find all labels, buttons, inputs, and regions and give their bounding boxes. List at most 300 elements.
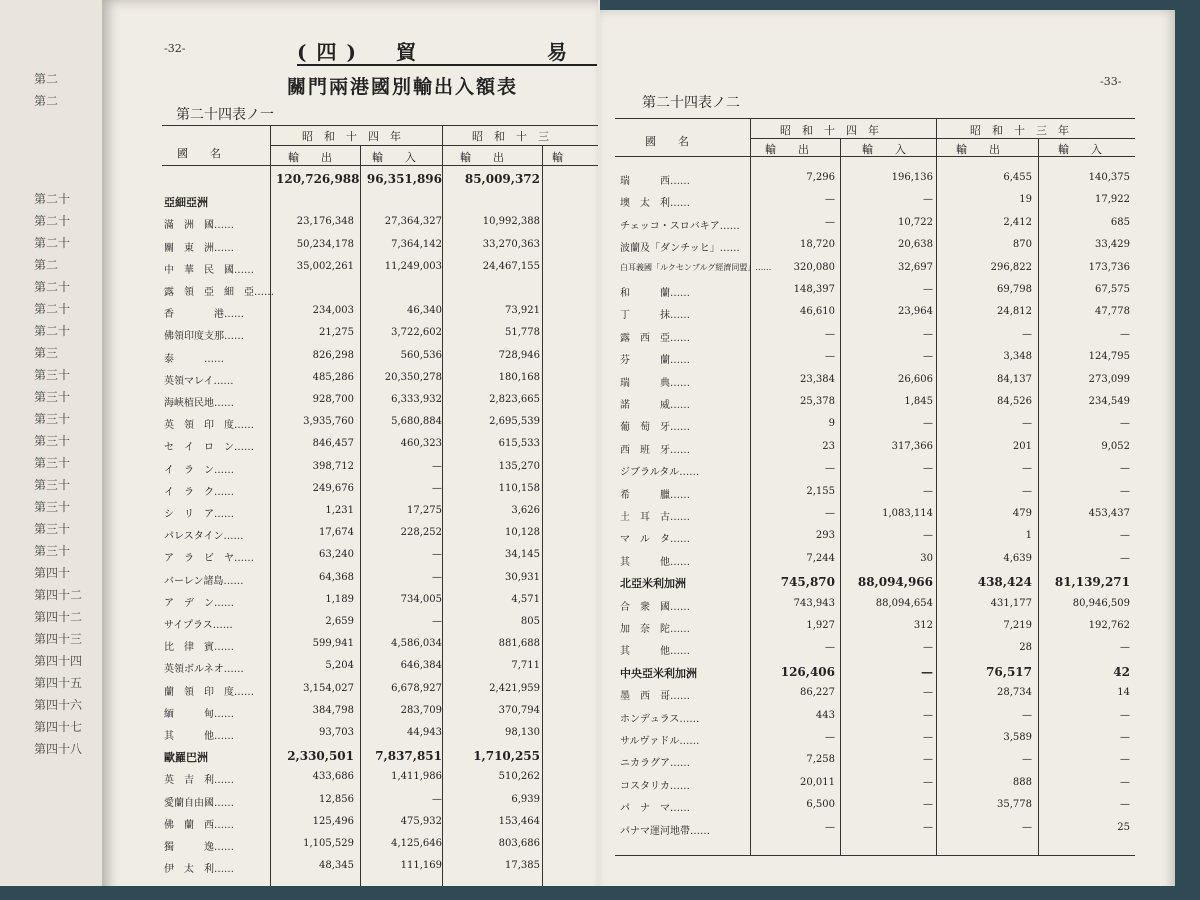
- underlying-row-label: 第三十: [34, 456, 71, 470]
- country-name: 英 領 印 度……: [164, 420, 254, 431]
- import-1939-value: 646,384: [400, 660, 442, 671]
- export-1938-value: 24,812: [997, 306, 1032, 317]
- country-name: 滿 洲 國……: [164, 220, 234, 231]
- table-row: [102, 305, 598, 323]
- table-row: [102, 261, 598, 279]
- import-1938-value: —: [1120, 329, 1130, 340]
- country-name: マ ル タ……: [620, 534, 690, 545]
- table-subheader-rule-right: [750, 138, 1135, 139]
- table-group-row: [102, 194, 598, 212]
- table-row: [102, 838, 598, 856]
- table-title: 關門兩港國別輸出入額表: [287, 76, 519, 98]
- underlying-row-label: 第四十七: [34, 720, 83, 734]
- country-name: 露 西 亞……: [620, 333, 690, 344]
- table-group-row: [102, 172, 598, 190]
- export-1938-value: 2,421,959: [489, 683, 540, 694]
- underlying-row-label: 第四十六: [34, 698, 83, 712]
- country-name: サルヴァドル……: [620, 736, 700, 747]
- export-1938-value: 135,270: [498, 461, 540, 472]
- underlying-row-label: 第四十八: [34, 742, 83, 756]
- import-1939-value: —: [921, 665, 933, 679]
- export-1938-value: 76,517: [986, 665, 1032, 679]
- underlying-row-label: 第四十二: [34, 610, 83, 624]
- export-1938-value: 84,526: [997, 396, 1032, 407]
- table-header-rule: [162, 165, 598, 166]
- right-page-number: -33-: [1100, 75, 1122, 88]
- country-name: チェッコ・スロバキア……: [620, 221, 740, 232]
- table-group-row: [102, 749, 598, 767]
- table-row: [102, 527, 598, 545]
- header-year-13: 昭 和 十 三: [472, 130, 549, 143]
- underlying-row-label: 第三十: [34, 412, 71, 426]
- table-row: [102, 350, 598, 368]
- import-1939-value: 23,964: [898, 306, 933, 317]
- export-1939-value: 7,258: [806, 754, 835, 765]
- import-1939-value: 312: [913, 620, 933, 631]
- export-1939-value: 234,003: [312, 305, 354, 316]
- table-row: [600, 172, 1175, 190]
- underlying-row-label: 第二十: [34, 236, 71, 250]
- import-1939-value: 3,722,602: [391, 327, 442, 338]
- import-1939-value: 20,350,278: [384, 372, 442, 383]
- export-1939-value: —: [825, 508, 835, 519]
- export-1939-value: 293: [815, 530, 835, 541]
- import-1938-value: 14: [1117, 687, 1130, 698]
- export-1938-value: 19: [1019, 194, 1032, 205]
- export-1938-value: 803,686: [498, 838, 540, 849]
- import-1939-value: 10,722: [898, 217, 933, 228]
- country-name: ジブラルタル……: [620, 467, 700, 478]
- export-1939-value: 320,080: [793, 262, 835, 273]
- table-row: [600, 530, 1175, 548]
- import-1939-value: 96,351,896: [366, 172, 442, 186]
- export-1938-value: 870: [1012, 239, 1032, 250]
- export-1938-value: 73,921: [505, 305, 540, 316]
- country-name: 愛蘭自由國……: [164, 798, 234, 809]
- export-1939-value: 2,659: [325, 616, 354, 627]
- table-row: [600, 598, 1175, 616]
- import-1939-value: —: [432, 794, 442, 805]
- import-1939-value: —: [923, 351, 933, 362]
- table-row: [600, 642, 1175, 660]
- section-title-prefix: (四) 貿: [297, 40, 426, 64]
- country-name: 丁 抹……: [620, 310, 690, 321]
- import-1938-value: 33,429: [1095, 239, 1130, 250]
- import-1938-value: —: [1120, 799, 1130, 810]
- export-1939-value: 384,798: [312, 705, 354, 716]
- export-1939-value: 17,674: [319, 527, 354, 538]
- import-1939-value: 4,586,034: [391, 638, 442, 649]
- import-1939-value: 460,323: [400, 438, 442, 449]
- table-bottom-rule-right: [615, 855, 1135, 856]
- table-row: [600, 508, 1175, 526]
- country-name: 蘭 領 印 度……: [164, 687, 254, 698]
- table-id-left: 第二十四表ノ一: [176, 107, 274, 123]
- export-1938-value: 7,711: [511, 660, 540, 671]
- import-1939-value: —: [923, 710, 933, 721]
- export-1938-value: 7,219: [1003, 620, 1032, 631]
- import-1939-value: 32,697: [898, 262, 933, 273]
- import-1939-value: —: [923, 754, 933, 765]
- table-row: [102, 461, 598, 479]
- header-import-14-right: 輸 入: [862, 143, 906, 156]
- country-name: 合 衆 國……: [620, 602, 690, 613]
- table-row: [102, 549, 598, 567]
- import-1939-value: 475,932: [400, 816, 442, 827]
- table-row: [102, 771, 598, 789]
- export-1939-value: 826,298: [312, 350, 354, 361]
- import-1939-value: 30: [920, 553, 933, 564]
- table-row: [600, 329, 1175, 347]
- import-1938-value: —: [1120, 418, 1130, 429]
- import-1939-value: 4,125,646: [391, 838, 442, 849]
- table-row: [102, 438, 598, 456]
- import-1938-value: 685: [1110, 217, 1130, 228]
- import-1938-value: 9,052: [1101, 441, 1130, 452]
- import-1939-value: —: [923, 530, 933, 541]
- export-1939-value: 46,610: [800, 306, 835, 317]
- header-country: 國 名: [177, 147, 221, 160]
- import-1939-value: 7,837,851: [375, 749, 442, 763]
- header-export-14: 輸 出: [288, 151, 332, 164]
- export-1939-value: 25,378: [800, 396, 835, 407]
- left-page-number: -32-: [164, 42, 186, 55]
- import-1939-value: 6,333,932: [391, 394, 442, 405]
- table-row: [102, 216, 598, 234]
- export-1939-value: 3,935,760: [303, 416, 354, 427]
- country-name: 英領マレイ……: [164, 376, 234, 387]
- export-1939-value: 18,720: [800, 239, 835, 250]
- table-row: [102, 239, 598, 257]
- import-1938-value: 17,922: [1095, 194, 1130, 205]
- import-1938-value: 25: [1117, 822, 1130, 833]
- country-name: 墨 西 哥……: [620, 691, 690, 702]
- export-1939-value: —: [825, 351, 835, 362]
- country-name: ア デ ン……: [164, 598, 234, 609]
- country-name: 亞細亞洲: [164, 196, 208, 209]
- import-1939-value: 111,169: [400, 860, 442, 871]
- export-1939-value: 93,703: [319, 727, 354, 738]
- import-1938-value: —: [1120, 486, 1130, 497]
- export-1938-value: 34,145: [505, 549, 540, 560]
- export-1938-value: 85,009,372: [464, 172, 540, 186]
- import-1938-value: 173,736: [1088, 262, 1130, 273]
- import-1938-value: 80,946,509: [1072, 598, 1130, 609]
- import-1939-value: 20,638: [898, 239, 933, 250]
- export-1939-value: 23,384: [800, 374, 835, 385]
- export-1938-value: 51,778: [505, 327, 540, 338]
- country-name: パナマ運河地帶……: [620, 826, 710, 837]
- import-1939-value: —: [923, 486, 933, 497]
- export-1939-value: 3,154,027: [303, 683, 354, 694]
- import-1938-value: —: [1120, 710, 1130, 721]
- export-1939-value: 148,397: [793, 284, 835, 295]
- table-row: [600, 620, 1175, 638]
- export-1938-value: 4,639: [1003, 553, 1032, 564]
- underlying-row-label: 第二: [34, 94, 59, 108]
- country-name: 土 耳 古……: [620, 512, 690, 523]
- import-1938-value: 81,139,271: [1054, 575, 1130, 589]
- country-name: パレスタイン……: [164, 531, 244, 542]
- import-1938-value: —: [1120, 732, 1130, 743]
- import-1939-value: 88,094,654: [875, 598, 933, 609]
- underlying-row-label: 第四十: [34, 566, 71, 580]
- import-1938-value: —: [1120, 777, 1130, 788]
- country-name: パ ナ マ……: [620, 803, 690, 814]
- export-1939-value: 1,231: [325, 505, 354, 516]
- country-name: 獨 逸……: [164, 842, 234, 853]
- export-1938-value: 180,168: [498, 372, 540, 383]
- export-1939-value: —: [825, 217, 835, 228]
- table-row: [102, 794, 598, 812]
- import-1939-value: 46,340: [407, 305, 442, 316]
- table-row: [600, 553, 1175, 571]
- export-1938-value: 370,794: [498, 705, 540, 716]
- underlying-row-label: 第二十: [34, 302, 71, 316]
- export-1938-value: 2,823,665: [489, 394, 540, 405]
- table-row: [102, 483, 598, 501]
- import-1938-value: 273,099: [1088, 374, 1130, 385]
- export-1938-value: 2,695,539: [489, 416, 540, 427]
- country-name: サイプラス……: [164, 620, 233, 631]
- table-row: [600, 351, 1175, 369]
- import-1939-value: —: [923, 284, 933, 295]
- export-1939-value: —: [825, 642, 835, 653]
- table-row: [600, 374, 1175, 392]
- import-1939-value: —: [923, 799, 933, 810]
- underlying-row-label: 第二十: [34, 214, 71, 228]
- country-name: イ ラ ン……: [164, 465, 234, 476]
- section-title: [297, 36, 597, 66]
- country-name: 香 港……: [164, 309, 244, 320]
- export-1938-value: —: [1022, 710, 1032, 721]
- export-1939-value: 249,676: [312, 483, 354, 494]
- table-row: [600, 687, 1175, 705]
- export-1939-value: 5,204: [325, 660, 354, 671]
- country-name: 緬 甸……: [164, 709, 234, 720]
- export-1938-value: —: [1022, 486, 1032, 497]
- country-name: 和 蘭……: [620, 288, 690, 299]
- country-name: 露 領 亞 細 亞……: [164, 287, 274, 298]
- country-name: 瑞 典……: [620, 378, 690, 389]
- import-1939-value: —: [432, 572, 442, 583]
- export-1939-value: 64,368: [319, 572, 354, 583]
- underlying-row-label: 第二十: [34, 192, 71, 206]
- table-row: [600, 194, 1175, 212]
- export-1938-value: 881,688: [498, 638, 540, 649]
- import-1938-value: 42: [1113, 665, 1130, 679]
- underlying-row-label: 第二十: [34, 280, 71, 294]
- export-1939-value: 125,496: [312, 816, 354, 827]
- country-name: バーレン諸島……: [164, 576, 244, 587]
- export-1939-value: 485,286: [312, 372, 354, 383]
- table-row: [600, 486, 1175, 504]
- export-1939-value: 20,011: [800, 777, 835, 788]
- table-row: [102, 816, 598, 834]
- underlying-row-label: 第三十: [34, 434, 71, 448]
- country-name: ホンデュラス……: [620, 714, 700, 725]
- export-1938-value: 69,798: [997, 284, 1032, 295]
- export-1939-value: 846,457: [312, 438, 354, 449]
- header-year-13-right: 昭 和 十 三 年: [970, 124, 1069, 137]
- underlying-row-label: 第三十: [34, 522, 71, 536]
- export-1939-value: 21,275: [319, 327, 354, 338]
- import-1938-value: 192,762: [1088, 620, 1130, 631]
- export-1939-value: 126,406: [780, 665, 835, 679]
- import-1939-value: 228,252: [400, 527, 442, 538]
- import-1939-value: —: [923, 418, 933, 429]
- table-top-rule: [162, 125, 598, 126]
- underlying-row-label: 第四十三: [34, 632, 83, 646]
- export-1938-value: 110,158: [498, 483, 540, 494]
- import-1939-value: 1,083,114: [882, 508, 933, 519]
- underlying-row-label: 第三十: [34, 544, 71, 558]
- country-name: 芬 蘭……: [620, 355, 690, 366]
- country-name: ニカラグア……: [620, 758, 690, 769]
- export-1938-value: 10,992,388: [482, 216, 540, 227]
- export-1939-value: 7,296: [806, 172, 835, 183]
- left-page: [102, 0, 598, 900]
- country-name: 泰 ……: [164, 354, 224, 365]
- underlying-row-label: 第四十四: [34, 654, 83, 668]
- country-name: 海峽植民地……: [164, 398, 234, 409]
- country-name: 葡 萄 牙……: [620, 422, 690, 433]
- country-name: ア ラ ビ ヤ……: [164, 553, 254, 564]
- table-row: [102, 594, 598, 612]
- underlying-row-label: 第四十五: [34, 676, 83, 690]
- import-1939-value: —: [923, 463, 933, 474]
- export-1939-value: —: [825, 329, 835, 340]
- table-row: [600, 710, 1175, 728]
- export-1938-value: 1,710,255: [473, 749, 540, 763]
- export-1939-value: —: [825, 194, 835, 205]
- export-1938-value: 84,137: [997, 374, 1032, 385]
- import-1938-value: 124,795: [1088, 351, 1130, 362]
- table-row: [600, 284, 1175, 302]
- export-1938-value: 6,455: [1003, 172, 1032, 183]
- table-row: [102, 638, 598, 656]
- export-1939-value: —: [825, 732, 835, 743]
- export-1939-value: 443: [815, 710, 835, 721]
- underlying-row-label: 第三十: [34, 478, 71, 492]
- country-name: 西 班 牙……: [620, 445, 690, 456]
- export-1938-value: 33,270,363: [482, 239, 540, 250]
- table-top-rule-right: [615, 118, 1135, 119]
- table-row: [102, 705, 598, 723]
- import-1939-value: 11,249,003: [384, 261, 442, 272]
- desk-background: [0, 886, 1200, 900]
- header-export-13: 輸 出: [460, 151, 504, 164]
- table-row: [600, 463, 1175, 481]
- table-subheader-rule: [270, 145, 598, 146]
- underlying-row-label: 第二十: [34, 324, 71, 338]
- import-1939-value: —: [432, 483, 442, 494]
- import-1939-value: 7,364,142: [391, 239, 442, 250]
- table-row: [102, 660, 598, 678]
- export-1938-value: 888: [1012, 777, 1032, 788]
- export-1939-value: —: [825, 822, 835, 833]
- underlying-page-row-labels: [0, 60, 110, 900]
- table-row: [600, 306, 1175, 324]
- right-page: [600, 10, 1175, 900]
- country-name: 北亞米利加洲: [620, 577, 686, 590]
- export-1938-value: —: [1022, 822, 1032, 833]
- header-import-13: 輸: [552, 151, 563, 164]
- export-1938-value: —: [1022, 463, 1032, 474]
- import-1939-value: 283,709: [400, 705, 442, 716]
- table-row: [102, 727, 598, 745]
- export-1938-value: 153,464: [498, 816, 540, 827]
- header-import-13-right: 輸 入: [1058, 143, 1102, 156]
- country-name: 伊 太 利……: [164, 864, 234, 875]
- underlying-row-label: 第四十二: [34, 588, 83, 602]
- country-name: コスタリカ……: [620, 781, 690, 792]
- import-1938-value: 234,549: [1088, 396, 1130, 407]
- import-1939-value: 17,275: [407, 505, 442, 516]
- export-1939-value: 6,500: [806, 799, 835, 810]
- country-name: 其 他……: [164, 731, 234, 742]
- country-name: 佛領印度支那……: [164, 331, 244, 342]
- export-1939-value: 48,345: [319, 860, 354, 871]
- table-row: [600, 441, 1175, 459]
- import-1938-value: —: [1120, 463, 1130, 474]
- export-1938-value: 2,412: [1003, 217, 1032, 228]
- export-1938-value: 1: [1025, 530, 1032, 541]
- import-1939-value: —: [432, 461, 442, 472]
- export-1938-value: 438,424: [977, 575, 1032, 589]
- table-row: [102, 416, 598, 434]
- import-1939-value: 196,136: [891, 172, 933, 183]
- country-name: 比 律 賓……: [164, 642, 234, 653]
- export-1939-value: 120,726,988: [276, 172, 360, 186]
- table-row: [102, 283, 598, 301]
- export-1938-value: 3,626: [511, 505, 540, 516]
- export-1938-value: 3,589: [1003, 732, 1032, 743]
- import-1938-value: 47,778: [1095, 306, 1130, 317]
- export-1939-value: 1,927: [806, 620, 835, 631]
- import-1939-value: —: [923, 329, 933, 340]
- table-row: [600, 732, 1175, 750]
- underlying-row-label: 第二: [34, 72, 59, 86]
- country-name: 墺 太 利……: [620, 198, 690, 209]
- export-1939-value: 12,856: [319, 794, 354, 805]
- table-row: [600, 799, 1175, 817]
- table-row: [600, 822, 1175, 840]
- table-group-row: [600, 665, 1175, 683]
- export-1939-value: 599,941: [312, 638, 354, 649]
- export-1938-value: 35,778: [997, 799, 1032, 810]
- import-1939-value: 6,678,927: [391, 683, 442, 694]
- import-1939-value: —: [923, 732, 933, 743]
- import-1939-value: —: [432, 616, 442, 627]
- export-1938-value: —: [1022, 418, 1032, 429]
- export-1938-value: 805: [520, 616, 540, 627]
- header-year-14-right: 昭 和 十 四 年: [780, 124, 879, 137]
- import-1939-value: —: [923, 777, 933, 788]
- export-1938-value: 10,128: [505, 527, 540, 538]
- section-number: (四): [297, 40, 366, 64]
- underlying-row-label: 第三: [34, 346, 59, 360]
- import-1939-value: —: [923, 687, 933, 698]
- export-1939-value: 23: [822, 441, 835, 452]
- import-1939-value: 26,606: [898, 374, 933, 385]
- import-1938-value: —: [1120, 754, 1130, 765]
- table-group-row: [600, 575, 1175, 593]
- export-1939-value: 23,176,348: [296, 216, 354, 227]
- table-row: [600, 754, 1175, 772]
- export-1939-value: 7,244: [806, 553, 835, 564]
- export-1938-value: 728,946: [498, 350, 540, 361]
